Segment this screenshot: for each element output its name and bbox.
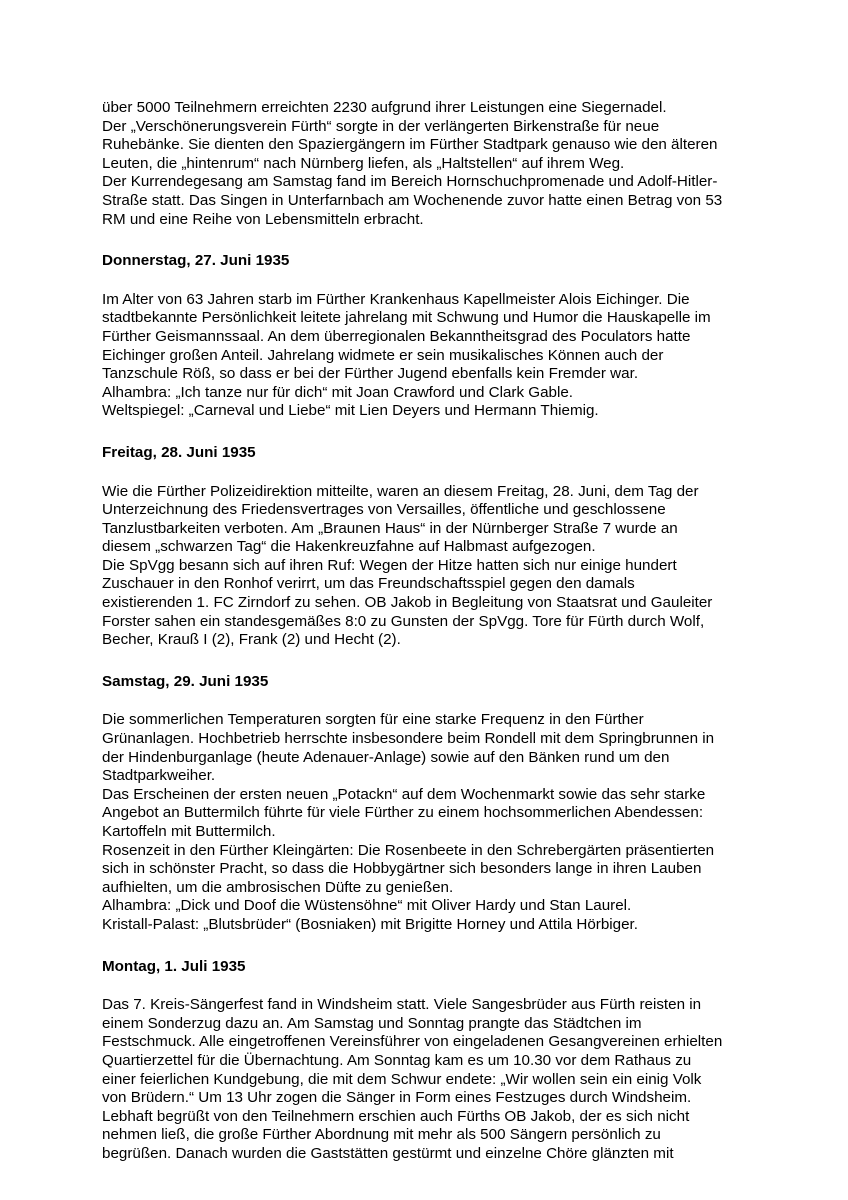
text-line: Die SpVgg besann sich auf ihren Ruf: Wegen der Hitze hatten sich nur einige hundert — [102, 556, 677, 574]
text-line: Tanzschule Röß, so dass er bei der Fürther Jugend ebenfalls kein Fremder war. — [102, 365, 639, 383]
section-heading-saturday: Samstag, 29. Juni 1935 — [102, 672, 269, 690]
document-page — [102, 99, 742, 1164]
text-line: Kristall-Palast: „Blutsbrüder“ (Bosniaken) mit Brigitte Horney und Attila Hörbiger. — [102, 915, 638, 933]
text-line: Kartoffeln mit Buttermilch. — [102, 823, 276, 840]
text-line: von Brüdern.“ Um 13 Uhr zogen die Sänger in Form eines Festzuges durch Windsheim. — [102, 1089, 692, 1107]
text-line: Zuschauer in den Ronhof verirrt, um das Freundschaftsspiel gegen den damals — [102, 575, 635, 593]
text-line: RM und eine Reihe von Lebensmitteln erbracht. — [102, 210, 424, 228]
text-line: existierenden 1. FC Zirndorf zu sehen. OB Jakob in Begleitung von Staatsrat und Gauleiter — [102, 594, 713, 612]
text-line: Leuten, die „hintenrum“ nach Nürnberg liefen, als „Haltstellen“ auf ihrem Weg. — [102, 154, 625, 172]
text-line: sich in schönster Pracht, so dass die Hobbygärtner sich besonders lange in ihren Lauben — [102, 860, 702, 878]
text-line: Weltspiegel: „Carneval und Liebe“ mit Lien Deyers und Hermann Thiemig. — [102, 402, 599, 420]
text-line: Das Erscheinen der ersten neuen „Potackn“ auf dem Wochenmarkt sowie das sehr starke — [102, 785, 706, 803]
text-line: Der Kurrendegesang am Samstag fand im Bereich Hornschuchpromenade und Adolf-Hitler- — [102, 173, 718, 191]
text-line: der Hindenburganlage (heute Adenauer-Anlage) sowie auf den Bänken rund um den — [102, 748, 670, 766]
text-line: Straße statt. Das Singen in Unterfarnbach am Wochenende zuvor hatte einen Betrag von 53 — [102, 191, 723, 209]
text-line: Alhambra: „Ich tanze nur für dich“ mit Joan Crawford und Clark Gable. — [102, 383, 574, 401]
text-line: Stadtparkweiher. — [102, 767, 216, 785]
text-line: Rosenzeit in den Fürther Kleingärten: Die Rosenbeete in den Schrebergärten präsentierten — [102, 841, 715, 859]
text-line: aufhielten, um die ambrosischen Düfte zu genießen. — [102, 878, 454, 896]
text-line: Wie die Fürther Polizeidirektion mitteilte, waren an diesem Freitag, 28. Juni, dem Tag der — [102, 482, 699, 500]
text-line: stadtbekannte Persönlichkeit leitete jahrelang mit Schwung und Humor die Hauskapelle im — [102, 309, 711, 327]
section-heading-friday: Freitag, 28. Juni 1935 — [102, 443, 256, 461]
text-line: einem Sonderzug dazu an. Am Samstag und Sonntag prangte das Städtchen im — [102, 1014, 642, 1032]
text-line: Quartierzettel für die Übernachtung. Am Sonntag kam es um 10.30 vor dem Rathaus zu — [102, 1051, 692, 1069]
intro-paragraph — [102, 99, 742, 229]
text-line: Becher, Krauß I (2), Frank (2) und Hecht (2). — [102, 631, 401, 649]
text-line: über 5000 Teilnehmern erreichten 2230 aufgrund ihrer Leistungen eine Siegernadel. — [102, 99, 667, 116]
text-line: nehmen ließ, die große Fürther Abordnung mit mehr als 500 Sängern persönlich zu — [102, 1126, 661, 1144]
text-line: begrüßen. Danach wurden die Gaststätten gestürmt und einzelne Chöre glänzten mit — [102, 1144, 674, 1162]
text-line: Ruhebänke. Sie dienten den Spaziergängern im Fürther Stadtpark genauso wie den älteren — [102, 136, 718, 154]
section-heading-thursday: Donnerstag, 27. Juni 1935 — [102, 252, 290, 270]
text-line: Unterzeichnung des Friedensvertrages von Versailles, öffentliche und geschlossene — [102, 501, 666, 519]
text-line: Im Alter von 63 Jahren starb im Fürther Krankenhaus Kapellmeister Alois Eichinger. Die — [102, 290, 690, 308]
section-body-friday — [102, 483, 742, 650]
text-line: Angebot an Buttermilch führte für viele Fürther zu einem hochsommerlichen Abendessen: — [102, 804, 704, 822]
text-line: Forster sahen ein standesgemäßes 8:0 zu Gunsten der SpVgg. Tore für Fürth durch Wolf, — [102, 612, 705, 630]
text-line: Lebhaft begrüßt von den Teilnehmern erschien auch Fürths OB Jakob, der es sich nicht — [102, 1107, 690, 1125]
text-line: Fürther Geismannssaal. An dem überregionalen Bekanntheitsgrad des Poculators hatte — [102, 327, 691, 345]
text-line: Tanzlustbarkeiten verboten. Am „Braunen Haus“ in der Nürnberger Straße 7 wurde an — [102, 519, 678, 537]
text-line: Das 7. Kreis-Sängerfest fand in Windsheim statt. Viele Sangesbrüder aus Fürth reisten in — [102, 996, 702, 1014]
text-line: Grünanlagen. Hochbetrieb herrschte insbesondere beim Rondell mit dem Springbrunnen in — [102, 730, 715, 748]
text-line: Die sommerlichen Temperaturen sorgten für eine starke Frequenz in den Fürther — [102, 711, 644, 729]
section-body-thursday — [102, 291, 742, 421]
text-line: einer feierlichen Kundgebung, die mit dem Schwur endete: „Wir wollen sein ein einig Volk — [102, 1070, 702, 1088]
section-heading-monday: Montag, 1. Juli 1935 — [102, 957, 246, 975]
text-line: Eichinger großen Anteil. Jahrelang widmete er sein musikalisches Können auch der — [102, 346, 664, 364]
section-body-monday — [102, 996, 742, 1163]
text-line: diesem „schwarzen Tag“ die Hakenkreuzfahne auf Halbmast aufgezogen. — [102, 538, 596, 556]
text-line: Festschmuck. Alle eingetroffenen Vereinsführer von eingeladenen Gesangvereinen erhielten — [102, 1033, 723, 1051]
text-line: Der „Verschönerungsverein Fürth“ sorgte in der verlängerten Birkenstraße für neue — [102, 117, 660, 135]
text-line: Alhambra: „Dick und Doof die Wüstensöhne“ mit Oliver Hardy und Stan Laurel. — [102, 897, 632, 915]
section-body-saturday — [102, 711, 742, 934]
